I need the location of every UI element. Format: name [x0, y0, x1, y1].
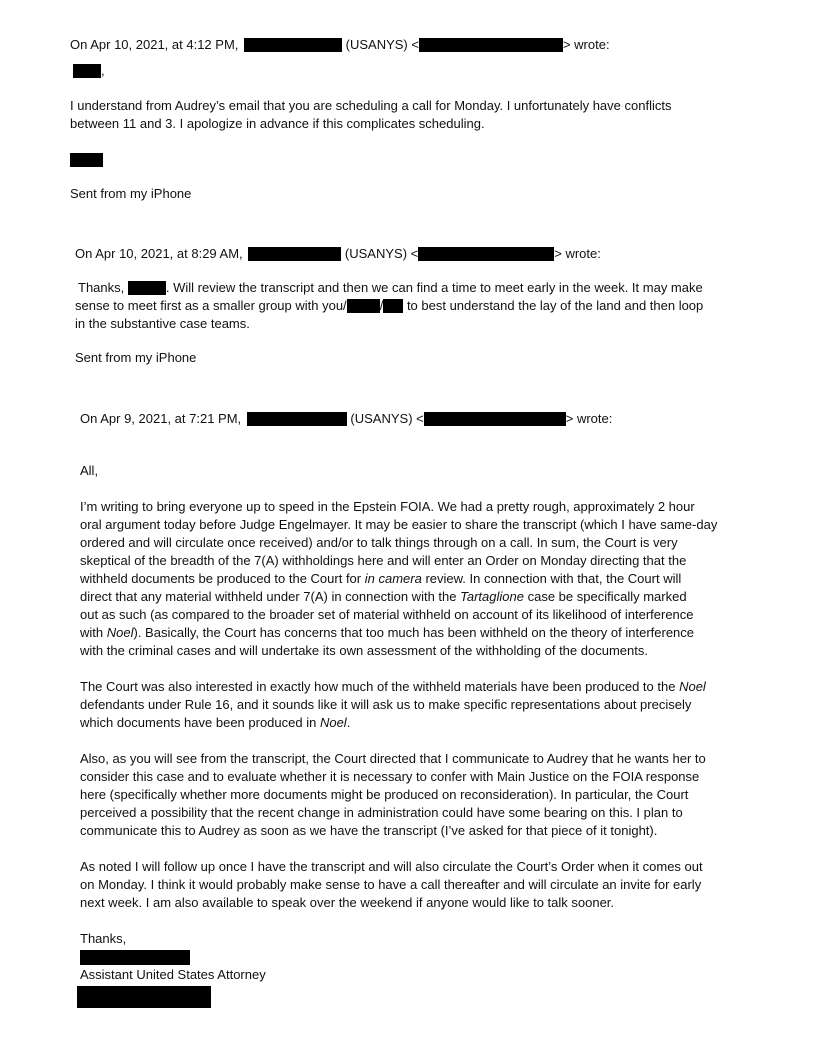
email1-header: [70, 36, 610, 54]
email2-body-line-2: [75, 297, 703, 315]
email2-header: [75, 245, 601, 263]
email3-header-prefix: On Apr 9, 2021, at 7:21 PM,: [80, 411, 242, 426]
email2-body-text: to best understand the lay of the land and then loop: [406, 298, 704, 313]
redacted-sender-name: [248, 247, 341, 261]
redacted-signature-name: [80, 950, 190, 965]
email3-p3-line-4: perceived a possibility that the recent change in administration could have some bearing on this. I plan to: [80, 805, 683, 820]
email3-p4-line-3: next week. I am also available to speak over the weekend if anyone would like to talk sooner.: [80, 895, 615, 910]
email2-slash: /: [379, 298, 384, 313]
italic-case-name: Noel: [319, 715, 347, 730]
email3-p1-line-4: skeptical of the breadth of the 7(A) withholdings here and will enter an Order on Monday directing that the: [80, 553, 687, 568]
email2-sent-from: Sent from my iPhone: [75, 350, 197, 365]
text: ). Basically, the Court has concerns that too much has been withheld on the theory of interference: [133, 625, 695, 640]
italic-case-name: Noel: [106, 625, 134, 640]
email3-salutation: All,: [80, 463, 99, 478]
email3-p1-line-5: [80, 570, 681, 588]
redacted-sender-email: [419, 38, 563, 52]
email3-header-suffix: > wrote:: [565, 411, 613, 426]
email3-p1-line-1: I’m writing to bring everyone up to speed in the Epstein FOIA. We had a pretty rough, approximately 2 hour: [80, 499, 695, 514]
email3-signoff: Thanks,: [80, 931, 127, 946]
redacted-sender-name: [244, 38, 342, 52]
email3-p3-line-1: Also, as you will see from the transcript, the Court directed that I communicate to Audrey that he wants her to: [80, 751, 706, 766]
redacted-name: [128, 281, 166, 295]
email3-p3-line-2: consider this case and to evaluate whether it is necessary to confer with Main Justice on the FOIA response: [80, 769, 700, 784]
text: case be specifically marked: [527, 589, 687, 604]
italic-case-name: Noel: [679, 679, 706, 694]
redacted-sender-email: [418, 247, 554, 261]
text: review. In connection with that, the Court will: [425, 571, 682, 586]
email3-p1-line-9: with the criminal cases and will undertake its own assessment of the withholding of the documents.: [80, 643, 648, 658]
email1-header-suffix: > wrote:: [562, 37, 610, 52]
redacted-sender-name: [247, 412, 347, 426]
redacted-sender-email: [424, 412, 566, 426]
email2-header-suffix: > wrote:: [554, 246, 601, 261]
email1-header-prefix: On Apr 10, 2021, at 4:12 PM,: [70, 37, 239, 52]
redacted-name: [383, 299, 403, 313]
redacted-name: [347, 299, 380, 313]
email1-sent-from: Sent from my iPhone: [70, 186, 192, 201]
redacted-contact-info: [77, 986, 211, 1008]
email1-header-org: (USANYS) <: [345, 37, 419, 52]
email1-body-line-2: between 11 and 3. I apologize in advance if this complicates scheduling.: [70, 116, 485, 131]
email3-header-org: (USANYS) <: [350, 411, 424, 426]
email2-body-line-1: [78, 279, 703, 297]
italic-term: in camera: [364, 571, 422, 586]
email3-p3-line-5: communicate this to Audrey as soon as we have the transcript (I’ve asked for that piece of it tonight).: [80, 823, 658, 838]
email3-p4-line-2: on Monday. I think it would probably make sense to have a call thereafter and will circulate an invite for early: [80, 877, 702, 892]
email2-body-text: . Will review the transcript and then we can find a time to meet early in the week. It may make: [165, 280, 703, 295]
email3-p1-line-7: out as such (as compared to the broader set of material withheld on account of its likelihood of interference: [80, 607, 694, 622]
email2-body-text: sense to meet first as a smaller group with you/: [75, 298, 347, 313]
email3-p2-line-3: [80, 714, 350, 732]
email3-header: [80, 410, 612, 428]
email2-body-line-3: in the substantive case teams.: [75, 316, 250, 331]
email1-greeting-suffix: ,: [101, 63, 105, 78]
email1-greeting: [73, 62, 105, 80]
email2-header-org: (USANYS) <: [344, 246, 419, 261]
italic-case-name: Tartaglione: [460, 589, 524, 604]
email3-signature-title: Assistant United States Attorney: [80, 967, 266, 982]
email3-p2-line-2: defendants under Rule 16, and it sounds like it will ask us to make specific representations about precisely: [80, 697, 692, 712]
email3-p4-line-1: As noted I will follow up once I have the transcript and will also circulate the Court’s Order when it comes out: [80, 859, 703, 874]
email3-p2-line-1: [80, 678, 706, 696]
text: which documents have been produced in: [80, 715, 317, 730]
email3-p1-line-2: oral argument today before Judge Engelmayer. It may be easier to share the transcript (which I have same-day: [80, 517, 718, 532]
email3-p3-line-3: here (specifically whether more documents might be produced on reconsideration). In particular, the Court: [80, 787, 689, 802]
email3-p1-line-8: [80, 624, 694, 642]
email3-p1-line-3: ordered and will circulate once received) and/or to talk things through on a call. In sum, the Court is very: [80, 535, 678, 550]
email2-thanks: Thanks,: [78, 280, 125, 295]
text: direct that any material withheld under 7(A) in connection with the: [80, 589, 457, 604]
email1-body-line-1: I understand from Audrey’s email that you are scheduling a call for Monday. I unfortunately have conflicts: [70, 98, 672, 113]
email3-p1-line-6: [80, 588, 687, 606]
text: withheld documents be produced to the Court for: [80, 571, 362, 586]
redacted-signature: [70, 153, 103, 167]
redacted-greeting-name: [73, 64, 101, 78]
text: .: [346, 715, 351, 730]
text: with: [80, 625, 104, 640]
text: The Court was also interested in exactly how much of the withheld materials have been produced to the: [80, 679, 676, 694]
email2-header-prefix: On Apr 10, 2021, at 8:29 AM,: [75, 246, 243, 261]
